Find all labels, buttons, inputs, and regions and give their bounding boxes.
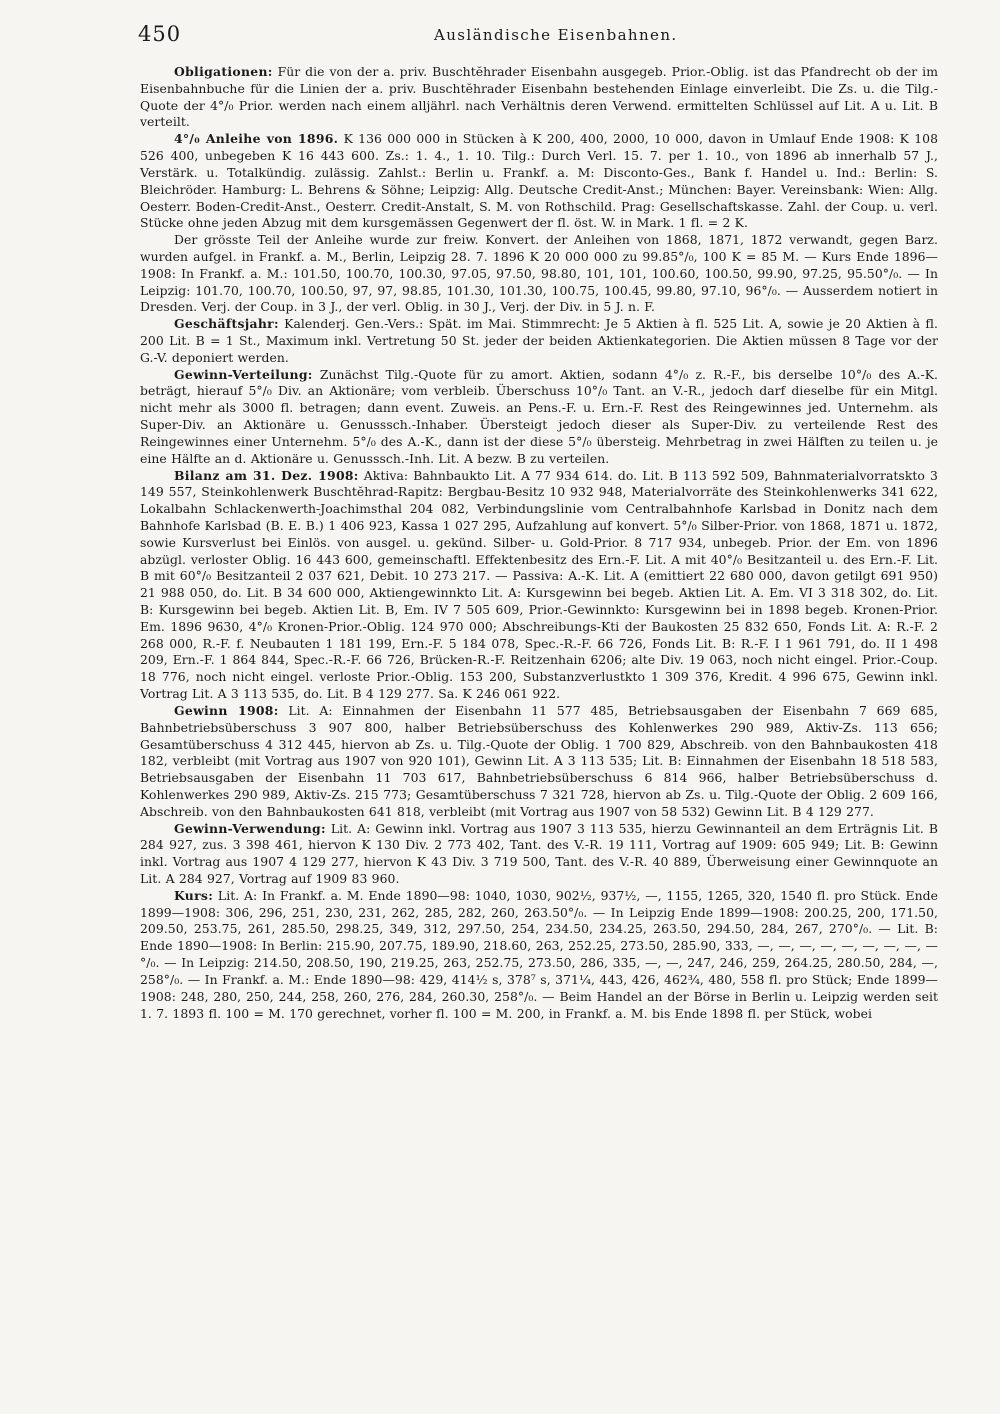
paragraph-heading: Gewinn 1908: (174, 702, 279, 718)
paragraph-heading: Obligationen: (174, 64, 273, 79)
paragraph-gewinn-verwendung (140, 821, 938, 888)
paragraph-heading: Kurs: (174, 887, 214, 903)
running-head (138, 22, 938, 52)
body-text (140, 64, 938, 1022)
paragraph-text: Aktiva: Bahnbaukto Lit. A 77 934 614. do. Lit. B 113 592 509, Bahnmaterialvorratskto 3 149 557, Steinkohlenwerk Buschtĕhrad-Rapitz: Bergbau-Besitz 10 932 948, Materialvorräte des Steinkohlenwerks 341 622, Lokalbahn Schlackenwerth-Joachimsthal 204 082, Verbindungslinie vom Centralbahnhofe Karlsbad in Donitz nach dem Bahnhofe Karlsbad (B. E. B.) 1 406 923, Kassa 1 027 295, Aufzahlung auf konvert. 5°/₀ Silber-Prior. von 1868, 1871 u. 1872, sowie Kursverlust bei Einlös. von ausgel. u. gekünd. Silber- u. Gold-Prior. 8 717 934, unbegeb. Prior. der Em. von 1896 abzügl. verloster Oblig. 16 443 600, gemeinschaftl. Effektenbesitz des Ern.-F. Lit. A mit 40°/₀ Besitzanteil u. des Ern.-F. Lit. B mit 60°/₀ Besitzanteil 2 037 621, Debit. 10 273 217. — Passiva: A.-K. Lit. A (emittiert 22 680 000, davon getilgt 691 950) 21 988 050, do. Lit. B 34 600 000, Aktiengewinnkto Lit. A: Kursgewinn bei begeb. Aktien Lit. A. Em. VI 3 318 302, do. Lit. B: Kursgewinn bei begeb. Aktien Lit. B, Em. IV 7 505 609, Prior.-Gewinnkto: Kursgewinn bei in 1898 begeb. Kronen-Prior. Em. 1896 9630, 4°/₀ Kronen-Prior.-Oblig. 124 970 000; Abschreibungs-Kti der Baukosten 25 832 650, Fonds Lit. A: R.-F. 2 268 000, R.-F. f. Neubauten 1 181 199, Ern.-F. 5 184 078, Spec.-R.-F. 66 726, Fonds Lit. B: R.-F. I 1 961 791, do. II 1 498 209, Ern.-F. 1 864 844, Spec.-R.-F. 66 726, Brücken-R.-F. Reitzenhain 6206; alte Div. 19 063, noch nicht eingel. Prior.-Coup. 18 776, noch nicht eingel. verloste Prior.-Oblig. 153 200, Substanzverlustkto 1 309 376, Kredit. 4 996 675, Gewinn inkl. Vortrag Lit. A 3 113 535, do. Lit. B 4 129 277. Sa. K 246 061 922. (140, 467, 938, 702)
paragraph-obligationen (140, 64, 938, 131)
paragraph-bilanz (140, 468, 938, 703)
paragraph-heading: Gewinn-Verteilung: (174, 366, 313, 382)
paragraph-text: Der grösste Teil der Anleihe wurde zur freiw. Konvert. der Anleihen von 1868, 1871, 1872 verwandt, gegen Barz. wurden aufgel. in Frankf. a. M., Berlin, Leipzig 28. 7. 1896 K 20 000 000 zu 99.85°/₀, 100 K = 85 M. — Kurs Ende 1896—1908: In Frankf. a. M.: 101.50, 100.70, 100.30, 97.05, 97.50, 98.80, 101, 101, 100.60, 100.50, 99.90, 97.25, 95.50°/₀. — In Leipzig: 101.70, 100.70, 100.50, 97, 97, 98.85, 101.30, 101.30, 100.75, 100.45, 99.80, 97.10, 96°/₀. — Ausserdem notiert in Dresden. Verj. der Coup. in 3 J., der verl. Oblig. in 30 J., Verj. der Div. in 5 J. n. F. (140, 232, 938, 315)
paragraph-gewinn-verteilung (140, 367, 938, 468)
paragraph-text: Für die von der a. priv. Buschtĕhrader Eisenbahn ausgegeb. Prior.-Oblig. ist das Pfandrecht ob der im Eisenbahnbuche für die Linien der a. priv. Buschtĕhrader Eisenbahn bestehenden Einlage einverleibt. Die Zs. u. die Tilg.-Quote der 4°/₀ Prior. werden nach einem alljährl. nach Verhältnis deren Verwend. ermittelten Schlüssel auf Lit. A u. Lit. B verteilt. (140, 64, 938, 130)
paragraph-text: Zunächst Tilg.-Quote für zu amort. Aktien, sodann 4°/₀ z. R.-F., bis derselbe 10°/₀ des A.-K. beträgt, hierauf 5°/₀ Div. an Aktionäre; vom verbleib. Überschuss 10°/₀ Tant. an V.-R., jedoch darf dieselbe für ein Mitgl. nicht mehr als 3000 fl. betragen; dann event. Zuweis. an Pens.-F. u. Ern.-F. Rest des Reingewinnes jed. Unternehm. als Super-Div. an Aktionäre u. Genusssch.-Inhaber. Übersteigt jedoch dieser als Super-Div. zu verteilende Rest des Reingewinnes einer Unternehm. 5°/₀ des A.-K., dann ist der diese 5°/₀ übersteig. Mehrbetrag in zwei Hälften zu teilen u. je eine Hälfte an d. Aktionäre u. Genusssch.-Inh. Lit. A bezw. B zu verteilen. (140, 366, 938, 466)
paragraph-heading: Gewinn-Verwendung: (174, 820, 326, 836)
paragraph-text: Kalenderj. Gen.-Vers.: Spät. im Mai. Stimmrecht: Je 5 Aktien à fl. 525 Lit. A, sowie je 20 Aktien à fl. 200 Lit. B = 1 St., Maximum inkl. Vertretung 50 St. jeder der beiden Aktienkategorien. Die Aktien müssen 8 Tage vor der G.-V. deponiert werden. (140, 316, 938, 365)
paragraph-heading: Bilanz am 31. Dez. 1908: (174, 467, 359, 483)
paragraph-text: K 136 000 000 in Stücken à K 200, 400, 2000, 10 000, davon in Umlauf Ende 1908: K 108 526 400, unbegeben K 16 443 600. Zs.: 1. 4., 1. 10. Tilg.: Durch Verl. 15. 7. per 1. 10., von 1896 ab innerhalb 57 J., Verstärk. u. Totalkündig. zulässig. Zahlst.: Berlin u. Frankf. a. M: Disconto-Ges., Bank f. Handel u. Ind.: Berlin: S. Bleichröder. Hamburg: L. Behrens & Söhne; Leipzig: Allg. Deutsche Credit-Anst.; München: Bayer. Vereinsbank: Wien: Allg. Oesterr. Boden-Credit-Anst., Oesterr. Credit-Anstalt, S. M. von Rothschild. Prag: Gesellschaftskasse. Zahl. der Coup. u. verl. Stücke ohne jeden Abzug mit dem kursgemässen Gegenwert der fl. öst. W. in Mark. 1 fl. = 2 K. (140, 131, 939, 231)
paragraph-gewinn-1908 (140, 703, 938, 821)
paragraph-text: Lit. A: Einnahmen der Eisenbahn 11 577 485, Betriebsausgaben der Eisenbahn 7 669 685, Bahnbetriebsüberschuss 3 907 800, halber Betriebsüberschuss des Kohlenwerkes 290 989, Aktiv-Zs. 113 656; Gesamtüberschuss 4 312 445, hiervon ab Zs. u. Tilg.-Quote der Oblig. 1 700 829, Abschreib. von den Bahnbaukosten 418 182, verbleibt (mit Vortrag aus 1907 von 920 101), Gewinn Lit. A 3 113 535; Lit. B: Einnahmen der Eisenbahn 18 518 583, Betriebsausgaben der Eisenbahn 11 703 617, Bahnbetriebsüberschuss 6 814 966, halber Betriebsüberschuss d. Kohlenwerkes 290 989, Aktiv-Zs. 215 773; Gesamtüberschuss 7 321 728, hiervon ab Zs. u. Tilg.-Quote der Oblig. 2 609 166, Abschreib. von den Bahnbaukosten 641 818, verbleibt (mit Vortrag aus 1907 von 58 532) Gewinn Lit. B 4 129 277. (140, 702, 938, 819)
paragraph-konversion (140, 232, 938, 316)
page-title: Ausländische Eisenbahnen. (434, 26, 678, 44)
paragraph-anleihe-1896 (140, 131, 938, 232)
paragraph-geschaeftsjahr (140, 316, 938, 366)
paragraph-heading: Geschäftsjahr: (174, 316, 279, 332)
paragraph-heading: 4°/₀ Anleihe von 1896. (174, 131, 339, 147)
paragraph-kurs (140, 888, 938, 1023)
paragraph-text: Lit. A: Gewinn inkl. Vortrag aus 1907 3 113 535, hierzu Gewinnanteil an dem Erträgnis Lit. B 284 927, zus. 3 398 461, hiervon K 130 Div. 2 773 402, Tant. des V.-R. 19 111, Vortrag auf 1909: 605 949; Lit. B: Gewinn inkl. Vortrag aus 1907 4 129 277, hiervon K 43 Div. 3 719 500, Tant. des V.-R. 40 889, Überweisung einer Gewinnquote an Lit. A 284 927, Vortrag auf 1909 83 960. (140, 820, 938, 886)
page-number: 450 (138, 22, 182, 46)
paragraph-text: Lit. A: In Frankf. a. M. Ende 1890—98: 1040, 1030, 902½, 937½, —, 1155, 1265, 320, 1540 fl. pro Stück. Ende 1899—1908: 306, 296, 251, 230, 231, 262, 285, 282, 260, 263.50°/₀. — In Leipzig Ende 1899—1908: 200.25, 200, 171.50, 209.50, 253.75, 261, 285.50, 298.25, 349, 312, 297.50, 254, 234.50, 234.25, 263.50, 294.50, 284, 267, 270°/₀. — Lit. B: Ende 1890—1908: In Berlin: 215.90, 207.75, 189.90, 218.60, 263, 252.25, 273.50, 285.90, 333, —, —, —, —, —, —, —, —, —°/₀. — In Leipzig: 214.50, 208.50, 190, 219.25, 263, 252.75, 273.50, 286, 335, —, —, 247, 246, 259, 264.25, 280.50, 284, —, 258°/₀. — In Frankf. a. M.: Ende 1890—98: 429, 414½ s, 378⁷ s, 371¼, 443, 426, 462¾, 480, 558 fl. pro Stück; Ende 1899—1908: 248, 280, 250, 244, 258, 260, 276, 284, 260.30, 258°/₀. — Beim Handel an der Börse in Berlin u. Leipzig werden seit 1. 7. 1893 fl. 100 = M. 170 gerechnet, vorher fl. 100 = M. 200, in Frankf. a. M. bis Ende 1898 fl. per Stück, wobei (140, 887, 938, 1021)
